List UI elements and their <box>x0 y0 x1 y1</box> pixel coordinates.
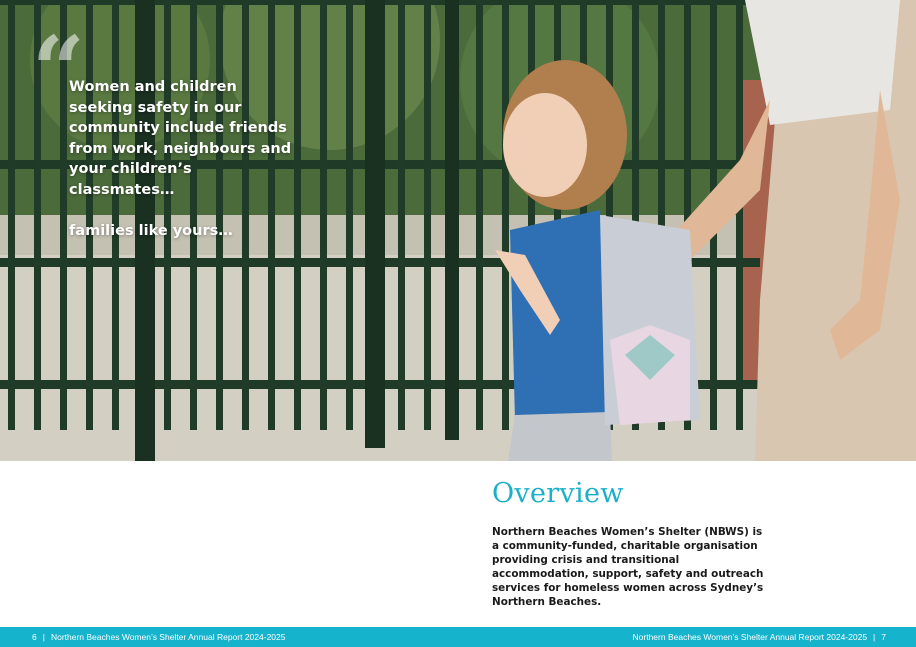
fence-bar <box>320 0 327 430</box>
quote-mark-icon: “ <box>32 16 79 124</box>
hero-quote <box>69 77 299 241</box>
quote-text: Women and children seeking safety in our community include friends from work, neighbours and your children’s classmates… <box>69 79 292 198</box>
fence-bar <box>476 0 483 430</box>
page-footer <box>0 627 916 647</box>
fence-bar <box>398 0 405 430</box>
fence-bar <box>424 0 431 430</box>
section-title: Overview <box>492 478 624 509</box>
quote-text-closing: families like yours… <box>69 222 233 239</box>
footer-right <box>633 632 886 642</box>
footer-separator: | <box>873 632 876 642</box>
footer-separator: | <box>42 632 45 642</box>
page-number-right: 7 <box>881 632 886 642</box>
footer-left <box>32 632 285 642</box>
fence-bar <box>8 0 15 430</box>
footer-title-left: Northern Beaches Women’s Shelter Annual Report 2024-2025 <box>50 632 286 642</box>
overview-paragraph: Northern Beaches Women’s Shelter (NBWS) is a community-funded, charitable organisation providing crisis and transitional accommodation, support, safety and outreach services for homeless women across Sydney’s Northern Beaches. <box>492 526 764 608</box>
fence-bar <box>736 0 743 430</box>
fence-bar <box>502 0 509 430</box>
page-number-left: 6 <box>32 632 37 642</box>
footer-title-right: Northern Beaches Women’s Shelter Annual Report 2024-2025 <box>632 632 868 642</box>
fence-bar <box>346 0 353 430</box>
